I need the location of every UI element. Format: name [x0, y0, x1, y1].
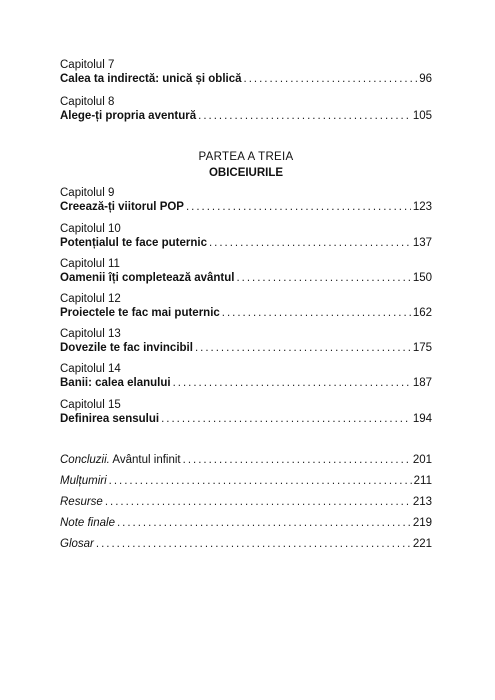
- chapter-title: Definirea sensului: [60, 413, 160, 425]
- chapter-label: Capitolul 7: [60, 59, 115, 71]
- toc-line: [60, 412, 432, 427]
- part-label: PARTEA A TREIA: [198, 151, 294, 163]
- part-title: OBICEIURILE: [208, 167, 284, 179]
- chapter-label: Capitolul 13: [60, 328, 121, 340]
- page-number: 162: [412, 307, 432, 319]
- toc-entry-chapter-8[interactable]: [60, 95, 432, 124]
- dot-leader: [105, 495, 411, 510]
- dot-leader: [222, 306, 411, 321]
- dot-leader: [96, 537, 411, 552]
- page-number: 137: [412, 237, 432, 249]
- page-number: 211: [413, 475, 432, 487]
- chapter-label: Capitolul 15: [60, 399, 121, 411]
- toc-line: [60, 453, 432, 468]
- toc-entry-glosar[interactable]: [60, 537, 432, 552]
- section-title: Mulțumiri: [60, 475, 107, 487]
- chapter-title: Calea ta indirectă: unică și oblică: [60, 73, 242, 85]
- chapter-label: Capitolul 8: [60, 96, 115, 108]
- page-number: 150: [412, 272, 432, 284]
- section-title: [60, 453, 181, 468]
- chapter-title: Dovezile te fac invincibil: [60, 342, 193, 354]
- page-number: 213: [412, 496, 432, 508]
- section-title: Note finale: [60, 517, 115, 529]
- dot-leader: [195, 341, 411, 356]
- dot-leader: [117, 516, 411, 531]
- section-title: Glosar: [60, 538, 94, 550]
- page-number: 175: [412, 342, 432, 354]
- chapter-title: Proiectele te fac mai puternic: [60, 307, 220, 319]
- page-number: 123: [412, 201, 432, 213]
- toc-entry-resurse[interactable]: [60, 495, 432, 510]
- toc-entry-chapter-12[interactable]: [60, 292, 432, 321]
- dot-leader: [236, 271, 410, 286]
- chapter-title: Creează-ți viitorul POP: [60, 201, 184, 213]
- toc-line: [60, 200, 432, 215]
- page-number: 96: [419, 73, 432, 85]
- page-number: 221: [412, 538, 432, 550]
- toc-entry-multumiri[interactable]: [60, 474, 432, 489]
- toc-entry-concluzii[interactable]: [60, 453, 432, 468]
- toc-line: [60, 72, 432, 87]
- page-number: 187: [412, 377, 432, 389]
- dot-leader: [186, 200, 411, 215]
- toc-line: [60, 516, 432, 531]
- dot-leader: [161, 412, 411, 427]
- page-number: 219: [412, 517, 432, 529]
- dot-leader: [183, 453, 411, 468]
- toc-line: [60, 236, 432, 251]
- toc-entry-chapter-11[interactable]: [60, 257, 432, 286]
- chapter-label: Capitolul 11: [60, 258, 120, 270]
- toc-entry-chapter-9[interactable]: [60, 186, 432, 215]
- page-number: 105: [412, 110, 432, 122]
- dot-leader: [209, 236, 411, 251]
- toc-entry-chapter-13[interactable]: [60, 327, 432, 356]
- page-number: 194: [412, 413, 432, 425]
- section-title-suffix: Avântul infinit: [109, 454, 181, 466]
- chapter-label: Capitolul 12: [60, 293, 121, 305]
- toc-line: [60, 109, 432, 124]
- page-number: 201: [412, 454, 432, 466]
- dot-leader: [198, 109, 411, 124]
- part-header: [60, 150, 432, 181]
- toc-line: [60, 537, 432, 552]
- chapter-title: Banii: calea elanului: [60, 377, 171, 389]
- chapter-label: Capitolul 14: [60, 363, 121, 375]
- table-of-contents: [60, 0, 432, 700]
- chapter-label: Capitolul 9: [60, 187, 115, 199]
- toc-entry-note-finale[interactable]: [60, 516, 432, 531]
- toc-entry-chapter-14[interactable]: [60, 362, 432, 391]
- chapter-title: Alege-ți propria aventură: [60, 110, 197, 122]
- chapter-title: Oamenii îți completează avântul: [60, 272, 235, 284]
- toc-line: [60, 495, 432, 510]
- section-title-main: Concluzii.: [60, 454, 110, 466]
- dot-leader: [173, 376, 411, 391]
- toc-line: [60, 341, 432, 356]
- toc-entry-chapter-10[interactable]: [60, 222, 432, 251]
- toc-line: [60, 376, 432, 391]
- chapter-title: Potențialul te face puternic: [60, 237, 207, 249]
- toc-entry-chapter-15[interactable]: [60, 398, 432, 427]
- dot-leader: [244, 72, 418, 87]
- toc-line: [60, 271, 432, 286]
- toc-entry-chapter-7[interactable]: [60, 58, 432, 87]
- toc-line: [60, 306, 432, 321]
- chapter-label: Capitolul 10: [60, 223, 121, 235]
- section-title: Resurse: [60, 496, 103, 508]
- dot-leader: [109, 474, 412, 489]
- toc-line: [60, 474, 432, 489]
